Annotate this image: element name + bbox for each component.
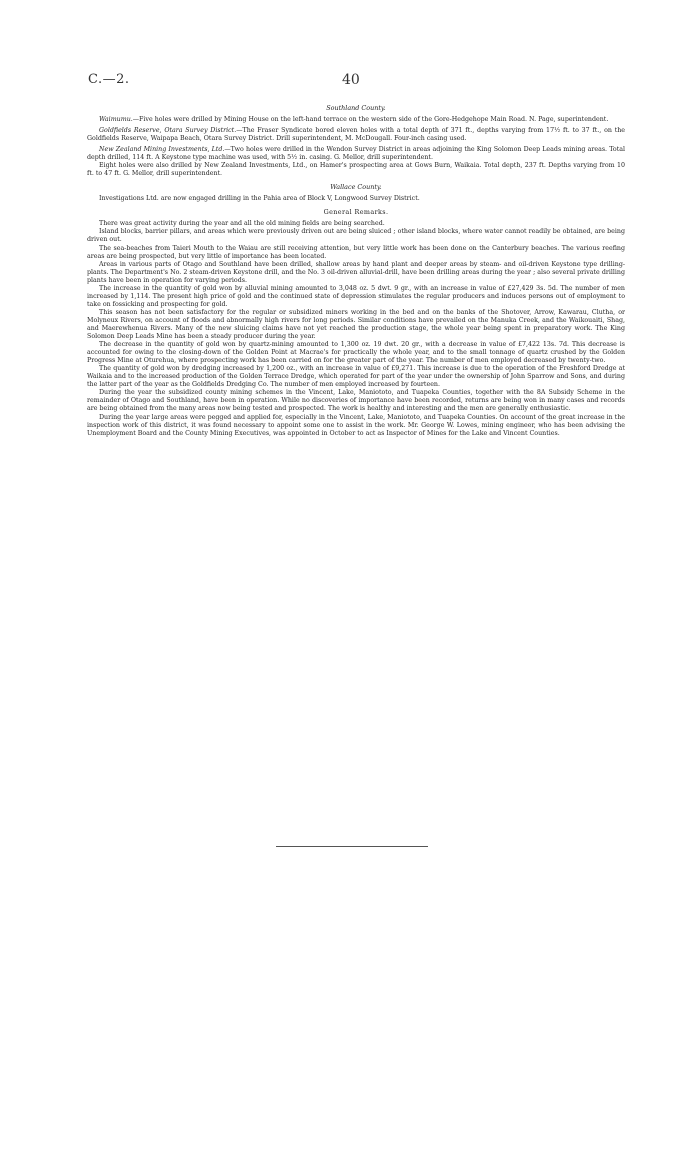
report-reference: C.—2. (88, 72, 130, 87)
paragraph-lead: Goldfields Reserve, Otara Survey District. (99, 127, 237, 135)
paragraph-text: Island blocks, barrier pillars, and areas which were previously driven out are being sluiced ; other island blocks, where water cannot readily be obtained, are being driven out. (87, 228, 625, 244)
paragraph-text: Areas in various parts of Otago and Southland have been drilled, shallow areas by hand plant and deeper areas by steam- and oil-driven Keystone type drilling-plants. The Department's No. 2 steam-driven Keystone drill, and the No. 3 oil-driven alluvial-drill, have been drilling areas during the year ; also several private drilling plants have been in operation for varying periods. (87, 260, 625, 284)
paragraph (87, 116, 625, 124)
paragraph (87, 365, 625, 389)
paragraph-text: Investigations Ltd. are now engaged drilling in the Pahia area of Block V, Longwood Survey District. (99, 195, 420, 203)
paragraph-text: During the year the subsidized county mining schemes in the Vincent, Lake, Maniototo, and Tuapeka Counties, together with the 8A Subsidy Scheme in the remainder of Otago and Southland, have been in operation. While no discoveries of importance have been recorded, returns are being won in many cases and records are being obtained from the many areas now being tested and prospected. The work is healthy and interesting and the men are generally enthusiastic. (87, 389, 625, 413)
paragraph (87, 162, 625, 178)
page-body (87, 104, 625, 438)
paragraph-lead: Waimumu. (99, 116, 133, 123)
page-number: 40 (342, 72, 360, 88)
paragraph (87, 309, 625, 341)
paragraph-text: —Five holes were drilled by Mining House on the left-hand terrace on the western side of the Gore-Hedgehope Main Road. N. Page, superintendent. (132, 116, 609, 123)
paragraph-text: The decrease in the quantity of gold won by quartz-mining amounted to 1,300 oz. 19 dwt. 20 gr., with a decrease in value of £7,422 13s. 7d. This decrease is accounted for owing to the closing-down of the Golden Point at Macrae's for practically the whole year, and to the small tonnage of quartz crushed by the Golden Progress Mine at Oturehua, where prospecting work has been carried on for the greater part of the year. The number of men employed decreased by twenty-two. (87, 341, 625, 365)
paragraph (87, 341, 625, 365)
paragraph (87, 245, 625, 261)
paragraph-text: The increase in the quantity of gold won by alluvial mining amounted to 3,048 oz. 5 dwt. 9 gr., with an increase in value of £27,429 3s. 5d. The number of men increased by 1,114. The present high price of gold and the continued state of depression stimulates the regular producers and induces persons out of employment to take on fossicking and prospecting for gold. (87, 284, 625, 308)
paragraph-text: —Two holes were drilled in the Wendon Survey District in areas adjoining the King Solomon Deep Leads mining areas. Total depth drilled, 114 ft. A Keystone type machine was used, with 5½ in. casing. G. Mellor, drill superintendent. (87, 146, 625, 162)
section-heading-general-remarks: General Remarks. (323, 208, 389, 217)
paragraph (87, 220, 625, 228)
paragraph (87, 228, 625, 244)
paragraph (87, 261, 625, 285)
paragraph (87, 389, 625, 413)
paragraph (87, 146, 625, 162)
paragraph (87, 127, 625, 143)
paragraph (87, 285, 625, 309)
paragraph-text: Eight holes were also drilled by New Zealand Investments, Ltd., on Hamer's prospecting area at Gows Burn, Waikaia. Total depth, 237 ft. Depths varying from 10 ft. to 47 ft. G. Mellor, drill superintendent. (87, 162, 625, 178)
paragraph (87, 195, 625, 203)
paragraph-text: During the year large areas were pegged and applied for, especially in the Vincent, Lake, Maniototo, and Tuapeka Counties. On account of the great increase in the inspection work of this district, it was found necessary to appoint some one to assist in the work. Mr. George W. Lowes, mining engineer, who has been advising the Unemployment Board and the County Mining Executives, was appointed in October to act as Inspector of Mines for the Lake and Vincent Counties. (87, 413, 625, 437)
closing-rule (276, 846, 428, 847)
paragraph-text: —The Fraser Syndicate bored eleven holes with a total depth of 371 ft., depths varying from 17½ ft. to 37 ft., on the Goldfields Reserve, Waipapa Beach, Otara Survey District. Drill superintendent, M. McDougall. Four-inch casing used. (87, 127, 626, 143)
paragraph-text: This season has not been satisfactory for the regular or subsidized miners working in the bed and on the banks of the Shotover, Arrow, Kawarau, Clutha, or Molyneux Rivers, on account of floods and abnormally high rivers for long periods. Similar conditions have prevailed on the Manuka Creek, and the Waikouaiti, Shag, and Maerewhenua Rivers. Many of the new sluicing claims have not yet reached the production stage, the whole year being spent in preparatory work. The King Solomon Deep Leads Mine has been a steady producer during the year. (87, 308, 625, 341)
section-heading-southland: Southland County. (326, 104, 386, 112)
paragraph-text: The quantity of gold won by dredging increased by 1,200 oz., with an increase in value of £9,271. This increase is due to the operation of the Freshford Dredge at Waikaia and to the increased production of the Golden Terrace Dredge, which operated for part of the year under the ownership of John Sparrow and Sons, and during the latter part of the year as the Goldfields Dredging Co. The number of men employed increased by fourteen. (87, 365, 625, 389)
section-heading-wallace: Wallace County. (330, 183, 382, 192)
paragraph-text: The sea-beaches from Taieri Mouth to the Waiau are still receiving attention, but very little work has been done on the Canterbury beaches. The various reefing areas are being prospected, but very little of importance has been located. (87, 244, 625, 260)
paragraph-lead: New Zealand Mining Investments, Ltd. (99, 146, 225, 154)
paragraph-text: There was great activity during the year and all the old mining fields are being searched. (99, 220, 385, 228)
paragraph (87, 414, 625, 438)
